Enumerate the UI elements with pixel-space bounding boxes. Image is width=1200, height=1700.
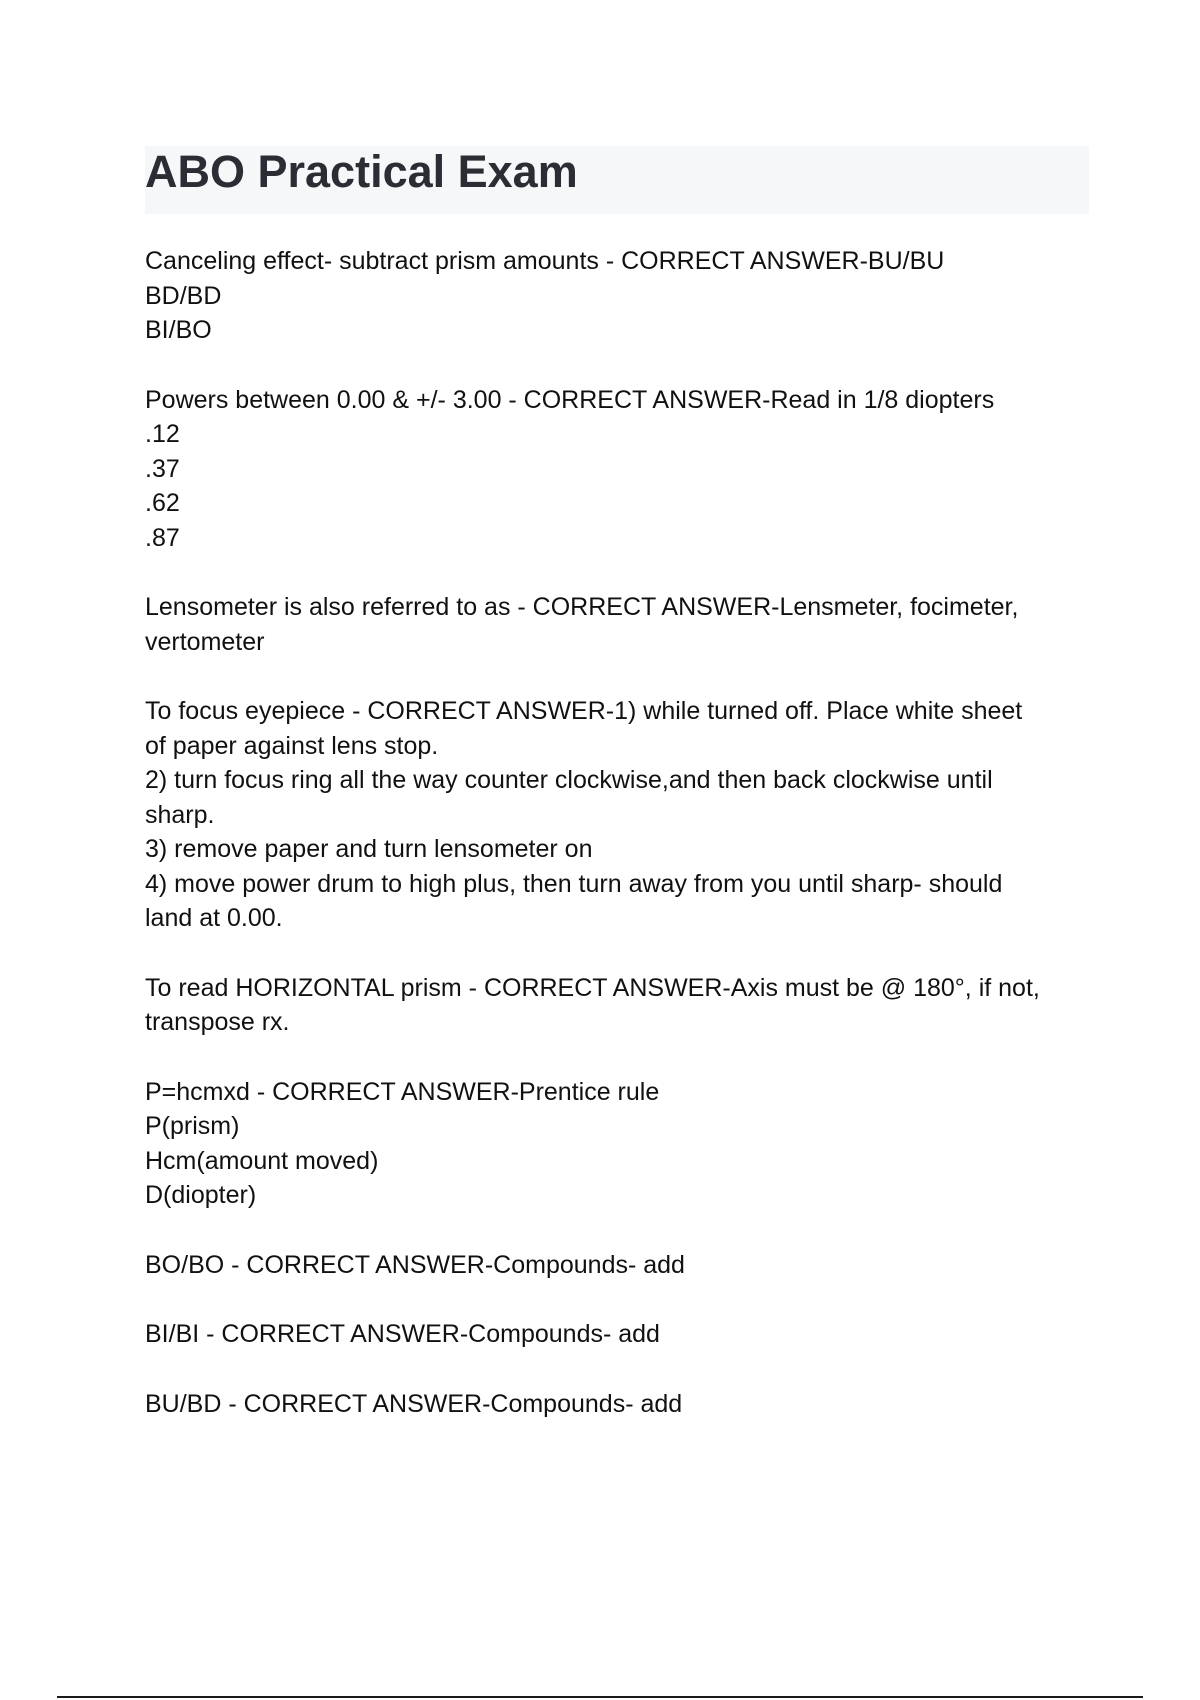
qa-line: P=hcmxd - CORRECT ANSWER-Prentice rule: [145, 1077, 660, 1106]
document-title: ABO Practical Exam: [145, 146, 578, 197]
qa-line: 4) move power drum to high plus, then turn away from you until sharp- should: [145, 869, 1003, 898]
qa-line: transpose rx.: [145, 1008, 290, 1036]
qa-entry-horizontal-prism: [145, 971, 1095, 1040]
qa-entry-prentice-rule: [145, 1075, 1095, 1213]
qa-line: sharp.: [145, 800, 215, 829]
qa-line: of paper against lens stop.: [145, 731, 439, 760]
qa-line: To focus eyepiece - CORRECT ANSWER-1) while turned off. Place white sheet: [145, 697, 1023, 725]
qa-entry-bo-bo: [145, 1248, 1095, 1283]
qa-line: Lensometer is also referred to as - CORRECT ANSWER-Lensmeter, focimeter,: [145, 593, 1019, 621]
qa-line: land at 0.00.: [145, 904, 283, 932]
qa-line: BI/BO: [145, 316, 212, 344]
qa-line: .87: [145, 523, 180, 552]
qa-line: BO/BO - CORRECT ANSWER-Compounds- add: [145, 1250, 685, 1279]
qa-line: vertometer: [145, 627, 265, 656]
qa-line: BD/BD: [145, 281, 222, 310]
qa-line: Powers between 0.00 & +/- 3.00 - CORRECT ANSWER-Read in 1/8 diopters: [145, 385, 995, 414]
qa-line: D(diopter): [145, 1181, 257, 1209]
qa-entry-focus-eyepiece: [145, 694, 1095, 936]
footer-divider: [57, 1696, 1143, 1698]
qa-line: .37: [145, 454, 180, 483]
qa-line: 2) turn focus ring all the way counter clockwise,and then back clockwise until: [145, 766, 993, 794]
qa-line: P(prism): [145, 1112, 240, 1140]
qa-entry-canceling-effect: [145, 244, 1095, 348]
qa-line: Hcm(amount moved): [145, 1146, 379, 1175]
qa-line: BI/BI - CORRECT ANSWER-Compounds- add: [145, 1320, 660, 1348]
qa-entry-bi-bi: [145, 1317, 1095, 1352]
qa-list: [145, 244, 1095, 1456]
qa-entry-lensometer: [145, 590, 1095, 659]
qa-entry-powers-between: [145, 383, 1095, 556]
qa-line: 3) remove paper and turn lensometer on: [145, 835, 593, 863]
qa-line: To read HORIZONTAL prism - CORRECT ANSWER-Axis must be @ 180°, if not,: [145, 973, 1040, 1002]
qa-line: BU/BD - CORRECT ANSWER-Compounds- add: [145, 1389, 683, 1418]
qa-line: .12: [145, 420, 180, 448]
qa-line: Canceling effect- subtract prism amounts - CORRECT ANSWER-BU/BU: [145, 247, 945, 275]
qa-line: .62: [145, 489, 180, 517]
qa-entry-bu-bd: [145, 1387, 1095, 1422]
